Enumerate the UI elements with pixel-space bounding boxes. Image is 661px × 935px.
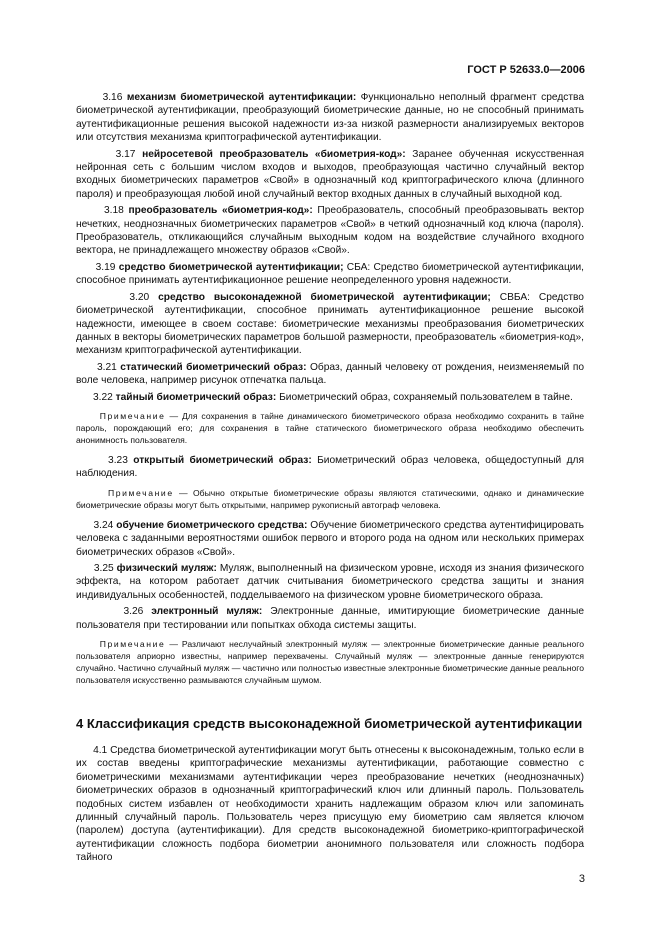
- note-2: [76, 487, 584, 511]
- term-3-17: [76, 148, 584, 202]
- term-definition: Заранее обученная искусственная нейронная сеть с большим числом входов и выходов, преобразующая частично случайный вектор входных биометрических параметров «Свой» в однозначный код криптографического ключа (длинного пароля) и преобразующая любой иной случайный вектор входных данных в случайный выходной код.: [76, 148, 584, 200]
- note-1: [76, 410, 584, 446]
- note-label: Примечание: [99, 639, 166, 649]
- term-3-25: [76, 562, 584, 602]
- page-number: 3: [578, 873, 585, 885]
- term-title: открытый биометрический образ:: [133, 454, 312, 466]
- term-definition: Муляж, выполненный на физическом уровне, исходя из знания физического эффекта, на котором работает датчик считывания биометрического средства защиты и знания индивидуальных особенностей, подделываемого на физическом уровне биометрического образа.: [76, 562, 585, 601]
- term-definition: Биометрический образ человека, общедоступный для наблюдения.: [76, 454, 584, 480]
- note-label: Примечание: [107, 487, 174, 498]
- paragraph-text: 4.1 Средства биометрической аутентификации могут быть отнесены к высоконадежным, только если в их состав введены криптографические механизмы аутентификации, работающие совместно с биометрическими механизмами аутентификации через преобразование нечетких (неоднозначных) биометрических образов в однозначный криптографический ключ или длинный пароль. Пользователь подобных систем избавлен от необходимости хранить надлежащим образом ключ или запоминать длинный случайный пароль. Пользователь через присущую ему биометрию сам является ключом (паролем) доступа (аутентификации). Для средств высоконадежной биометрико-криптографической аутентификации сложность подбора биометрии анонимного пользователя или сложность подбора тайного: [76, 745, 585, 864]
- term-3-20: [76, 291, 584, 358]
- term-number: 3.16: [102, 92, 123, 103]
- term-number: 3.23: [108, 454, 128, 466]
- term-title: обучение биометрического средства:: [116, 519, 308, 531]
- term-number: 3.21: [96, 361, 117, 373]
- term-number: 3.22: [92, 391, 113, 403]
- term-title: средство высоконадежной биометрической аутентификации;: [158, 291, 491, 303]
- term-3-23: [76, 454, 584, 481]
- paragraph-4-1: [76, 744, 584, 865]
- note-text: — Различают неслучайный электронный муляж — электронные биометрические данные реального пользователя априорно известны, например перехвачены. Случайный муляж — электронные данные генерируются случайно. Частично случайный муляж — частично или полностью известные электронные биометрические данные реального пользователя искусственно размываются случайным шумом.: [76, 639, 585, 685]
- term-title: механизм биометрической аутентификации:: [126, 92, 357, 103]
- term-number: 3.17: [115, 148, 136, 160]
- term-definition: Биометрический образ, сохраняемый пользователем в тайне.: [276, 391, 573, 403]
- term-title: физический муляж:: [116, 562, 217, 574]
- term-number: 3.20: [129, 291, 150, 303]
- term-definition: Функционально неполный фрагмент средства биометрической аутентификации, преобразующий биометрические данные, но не способный принимать аутентификационные решения высокой надежности из-за низкой размерности анализируемых векторов или отсутствия механизма криптографической аутентификации.: [76, 92, 584, 144]
- term-definition: Преобразователь, способный преобразовывать вектор нечетких, неоднозначных биометрических параметров «Свой» в четкий однозначный код ключа (пароля). Преобразователь, откликающийся случайным выходным кодом на воздействие случайного входного вектора, не принадлежащего множеству образов «Свой».: [76, 205, 584, 257]
- term-definition: СВБА: Средство биометрической аутентификации, способное принимать аутентификационное решение высокой надежности, имеющее в своем составе: биометрические механизмы преобразования биометрических данных в векторы биометрических параметров большой размерности, преобразователь «биометрия-код», механизм криптографической аутентификации.: [76, 291, 584, 357]
- term-3-26: [76, 605, 584, 632]
- term-3-19: [76, 261, 584, 288]
- note-text: — Для сохранения в тайне динамического биометрического образа необходимо сохранить в тайне пароль, порождающий его; для сохранения в тайне статического биометрического образа необходимо обеспечить анонимность пользователя.: [76, 410, 585, 445]
- term-3-22: [76, 391, 584, 404]
- section-heading: 4 Классификация средств высоконадежной биометрической аутентификации: [76, 716, 583, 731]
- term-3-21: [76, 361, 584, 388]
- page-content: [76, 91, 584, 868]
- term-title: статический биометрический образ:: [120, 361, 307, 373]
- note-3: [76, 638, 584, 686]
- term-number: 3.26: [123, 606, 144, 618]
- term-3-18: [76, 204, 584, 258]
- term-title: электронный муляж:: [151, 606, 263, 618]
- term-definition: Обучение биометрического средства аутентифицировать человека с заданными вероятностями ошибок первого и второго рода на одном или нескольких примерах биометрических образов «Свой».: [76, 519, 584, 558]
- term-number: 3.19: [95, 261, 116, 273]
- term-definition: Электронные данные, имитирующие биометрические данные пользователя при тестировании или попытках обхода системы защиты.: [76, 606, 584, 631]
- term-definition: Образ, данный человеку от рождения, неизменяемый по воле человека, например рисунок отпечатка пальца.: [76, 361, 584, 387]
- term-3-16: [76, 91, 584, 145]
- term-number: 3.25: [93, 562, 114, 574]
- term-number: 3.24: [93, 519, 114, 531]
- note-label: Примечание: [99, 410, 166, 421]
- term-3-24: [76, 519, 584, 559]
- term-number: 3.18: [104, 205, 124, 217]
- term-title: средство биометрической аутентификации;: [118, 261, 344, 273]
- standard-header: ГОСТ Р 52633.0—2006: [467, 64, 585, 76]
- term-definition: СБА: Средство биометрической аутентификации, способное принимать аутентификационное решение неопределенного уровня надежности.: [76, 261, 584, 287]
- term-title: преобразователь «биометрия-код»:: [128, 205, 313, 217]
- term-title: нейросетевой преобразователь «биометрия-код»:: [142, 148, 406, 160]
- term-title: тайный биометрический образ:: [115, 391, 277, 403]
- note-text: — Обычно открытые биометрические образы являются статическими, однако и динамические биометрические образы могут быть открытыми, например рукописный автограф человека.: [76, 487, 585, 510]
